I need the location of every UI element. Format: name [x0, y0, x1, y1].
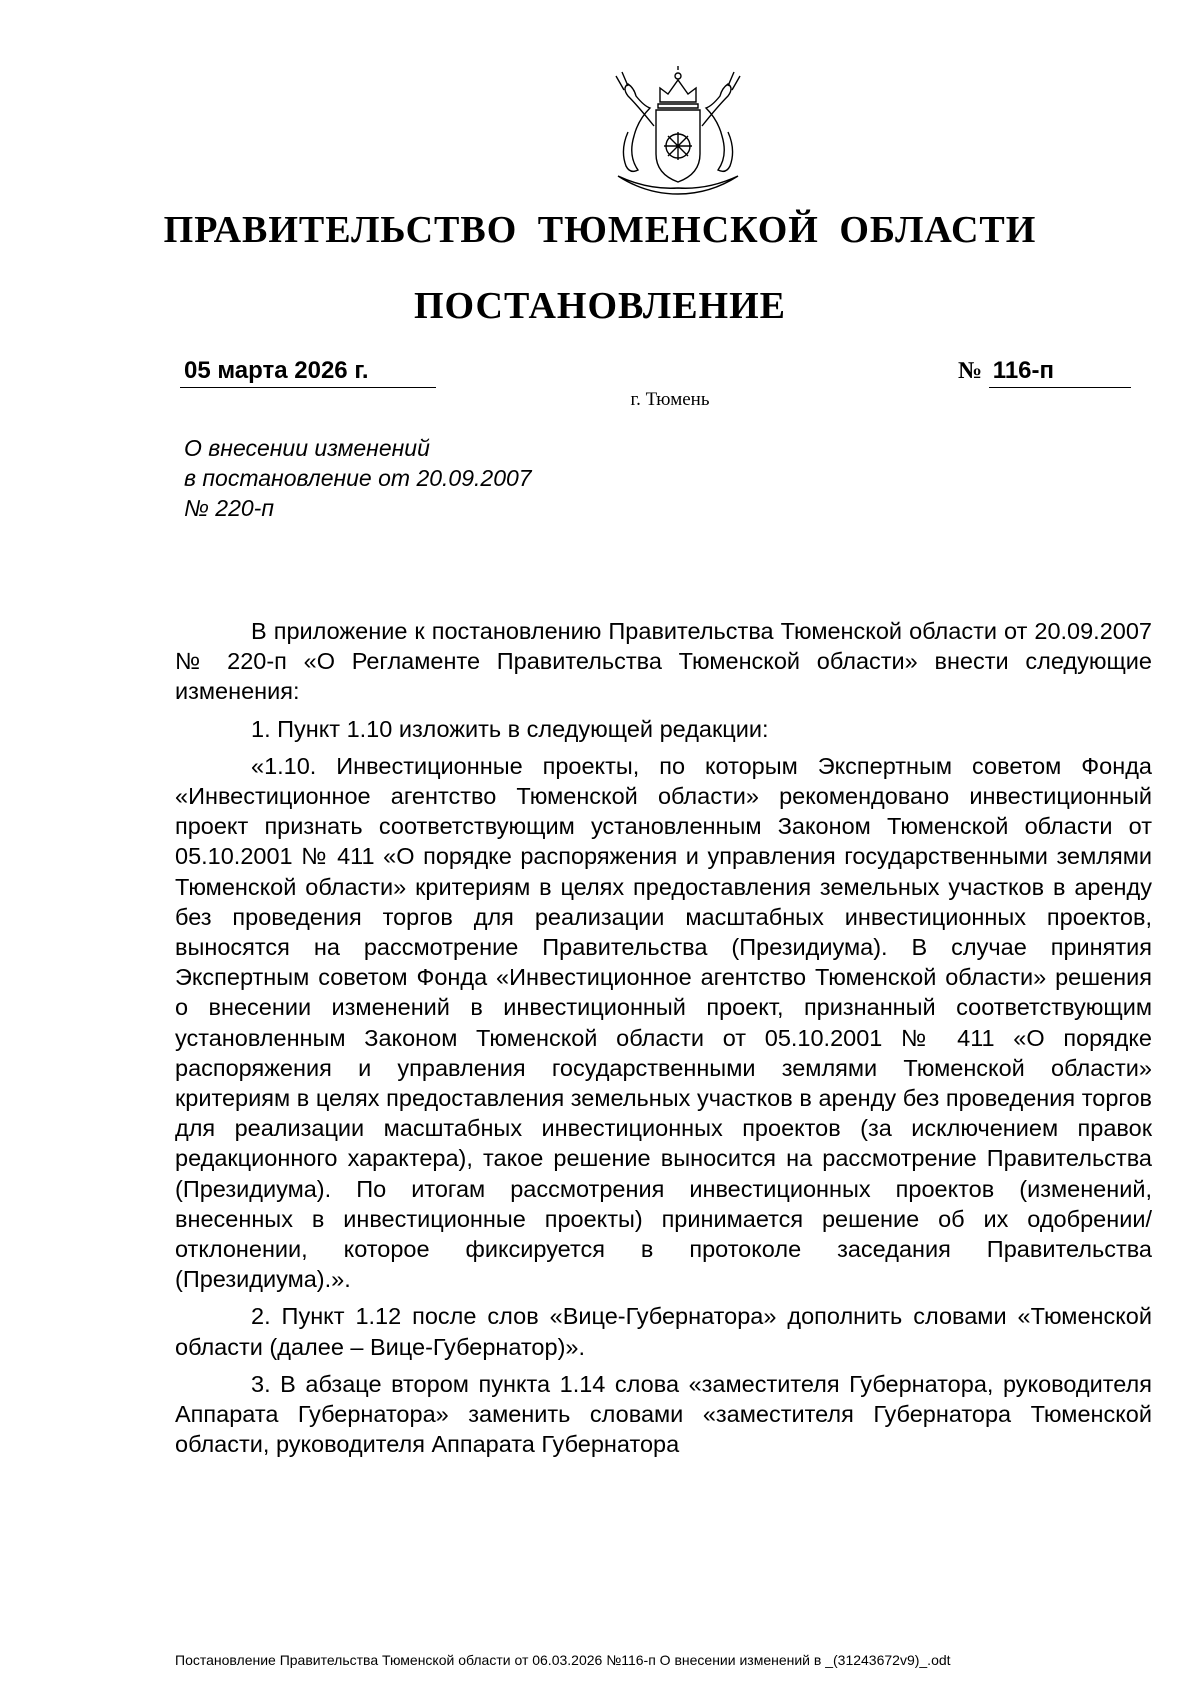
document-date: 05 марта 2026 г. — [180, 357, 436, 388]
government-title: ПРАВИТЕЛЬСТВО ТЮМЕНСКОЙ ОБЛАСТИ — [163, 209, 1037, 251]
item-1-text-paragraph: «1.10. Инвестиционные проекты, по которым Экспертным советом Фонда «Инвестиционное агентство Тюменской области» рекомендовано инвестиционный проект признать соответствующим установленным Законом Тюменской области от 05.10.2001 № 411 «О порядке распоряжения и управления государственными землями Тюменской области» критериям в целях предоставления земельных участков в аренду без проведения торгов для реализации масштабных инвестиционных проектов, выносятся на рассмотрение Правительства (Президиума). В случае принятия Экспертным советом Фонда «Инвестиционное агентство Тюменской области» решения о внесении изменений в инвестиционный проект, признанный соответствующим установленным Законом Тюменской области от 05.10.2001 № 411 «О порядке распоряжения и управления государственными землями Тюменской области» критериям в целях предоставления земельных участков в аренду без проведения торгов для реализации масштабных инвестиционных проектов (за исключением правок редакционного характера), такое решение выносится на рассмотрение Правительства (Президиума). По итогам рассмотрения инвестиционных проектов (изменений, внесенных в инвестиционные проекты) принимается решение об их одобрении/отклонении, которое фиксируется в протоколе заседания Правительства (Президиума).». — [175, 752, 1152, 1293]
footer-filename: Постановление Правительства Тюменской области от 06.03.2026 №116-п О внесении изменений в _(31243672v9)_.odt — [175, 1652, 951, 1668]
document-type: ПОСТАНОВЛЕНИЕ — [413, 285, 787, 327]
document-body — [175, 616, 1152, 1466]
number-sign: № — [958, 358, 983, 384]
subject-line: О внесении изменений — [184, 435, 430, 461]
item-2-paragraph: 2. Пункт 1.12 после слов «Вице-Губернатора» дополнить словами «Тюменской области (далее – Вице-Губернатор)». — [175, 1303, 1152, 1360]
subject-line: № 220-п — [184, 495, 274, 521]
document-number — [958, 357, 1143, 388]
subject-line: в постановление от 20.09.2007 — [184, 465, 532, 491]
number-value: 116-п — [989, 357, 1131, 388]
city: г. Тюмень — [630, 389, 710, 410]
item-1-paragraph: 1. Пункт 1.10 изложить в следующей редакции: — [251, 715, 769, 742]
intro-paragraph: В приложение к постановлению Правительства Тюменской области от 20.09.2007 № 220-п «О Регламенте Правительства Тюменской области» внести следующие изменения: — [175, 618, 1152, 705]
coat-of-arms-icon — [598, 66, 758, 196]
item-3-paragraph: 3. В абзаце втором пункта 1.14 слова «заместителя Губернатора, руководителя Аппарата Губернатора» заменить словами «заместителя Губернатора Тюменской области, руководителя Аппарата Губернатора — [175, 1370, 1152, 1458]
document-subject — [184, 433, 532, 523]
